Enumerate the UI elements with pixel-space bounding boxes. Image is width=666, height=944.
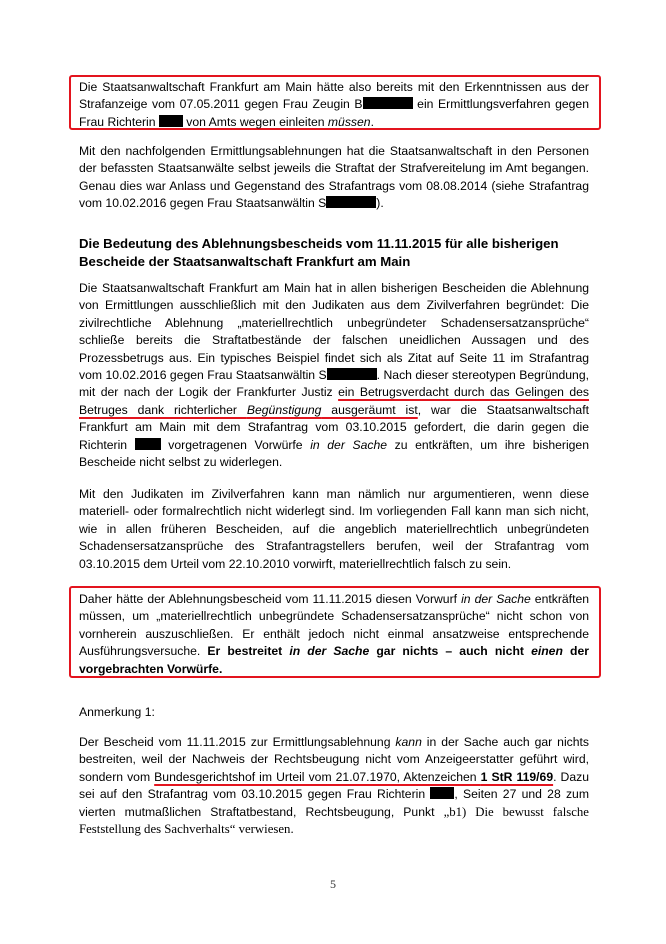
text-span: Die Staatsanwaltschaft Frankfurt am Main hätte also bereits mit den Erkenntnissen aus der Strafanzeige vom 07.05.2011 gegen Frau Zeugin B xyxy=(79,80,589,112)
text-span: Der Bescheid vom 11.11.2015 zur Ermittlungsablehnung xyxy=(79,735,396,749)
paragraph-5 xyxy=(79,591,589,678)
page-number: 5 xyxy=(330,877,336,891)
bold-emphasis: in der Sache xyxy=(289,644,370,659)
redaction-bar xyxy=(135,438,161,450)
text-span: zu entkräften, um ihre bisherigen Bescheide nicht selbst zu widerlegen. xyxy=(79,437,589,470)
text-span: vorgetragenen Vorwürfe xyxy=(160,437,311,452)
text-span: . xyxy=(370,114,374,129)
paragraph-6 xyxy=(79,734,589,838)
text-span: Die Staatsanwaltschaft Frankfurt am Main hat in allen bisherigen Bescheiden die Ablehnung von Ermittlungen ausschließlich mit den Judikaten aus dem Zivilverfahren begründet: Die zivilrechtliche Ablehnung „materiellrechtlich unbegründeter Schadensersatzansprüche“ schließe bereits die Straftatbestände der falschen uneidlichen Aussagen und des Prozessbetrugs aus. Ein typisches Beispiel findet sich als Zitat auf Seite 11 im Strafantrag vom 10.02.2016 gegen Frau Staatsanwältin S xyxy=(79,281,589,383)
underlined-text: ausgeräumt ist xyxy=(321,402,418,417)
serif-quote: „b1) Die bewusst falsche Feststellung des Sachverhalts“ verwiesen. xyxy=(79,804,589,837)
paragraph-3 xyxy=(79,280,589,471)
underlined-text: Bundesgerichtshof im Urteil vom 21.07.1970, Aktenzeichen xyxy=(154,769,481,784)
bold-text: Er bestreitet xyxy=(207,644,290,659)
text-span: . Nach dieser stereotypen Begründung, mit der nach der Logik der Frankfurter Justiz xyxy=(79,368,590,400)
redaction-bar xyxy=(430,787,454,799)
bold-emphasis: einen xyxy=(531,644,563,659)
text-span: . Dazu sei auf den Strafantrag vom 03.10.2015 gegen Frau Richterin xyxy=(79,769,589,802)
text-span: von Amts wegen einleiten xyxy=(182,114,328,129)
section-heading: Die Bedeutung des Ablehnungsbescheids vom 11.11.2015 für alle bisherigen Bescheide der Staatsanwaltschaft Frankfurt am Main xyxy=(79,236,559,269)
paragraph-4 xyxy=(79,486,589,573)
paragraph-1 xyxy=(79,79,589,131)
redaction-bar xyxy=(363,97,413,109)
emphasis: in der Sache xyxy=(461,592,531,606)
note-label: Anmerkung 1: xyxy=(79,705,155,719)
underlined-text: ein Betrugsverdacht durch das Gelingen des Betruges dank richterlicher xyxy=(79,385,590,417)
bold-text: gar nichts – auch nicht xyxy=(369,644,532,659)
emphasis: in der Sache xyxy=(310,437,388,452)
text-span: Mit den nachfolgenden Ermittlungsablehnungen hat die Staatsanwaltschaft in den Personen der befassten Staatsanwälte selbst jeweils die Straftat der Strafvereitelung im Amt begangen. Genau dies war Anlass und Gegenstand des Strafantrags vom 08.08.2014 (siehe Strafantrag vom 10.02.2016 gegen Frau Staatsanwältin S xyxy=(79,144,589,211)
emphasis: müssen xyxy=(327,114,371,129)
redaction-bar xyxy=(159,115,183,127)
text-span: , war die Staatsanwaltschaft Frankfurt am Main mit dem Strafantrag vom 03.10.2015 gefordert, die darin gegen die Richterin xyxy=(79,402,589,452)
emphasis: kann xyxy=(395,735,422,749)
underlined-emphasis: Begünstigung xyxy=(246,402,322,417)
underlined-bold-text: 1 StR 119/69 xyxy=(480,769,554,784)
text-span: ). xyxy=(376,196,384,211)
redaction-bar xyxy=(327,368,377,380)
text-span: entkräften müssen, um „materiellrechtlich unbegründete Schadensersatzansprüche“ nicht schon von vornherein auszuschließen. Er enthält jedoch nicht einmal ansatzweise entsprechende Ausführungsversuche. xyxy=(79,592,590,659)
text-span: Daher hätte der Ablehnungsbescheid vom 11.11.2015 diesen Vorwurf xyxy=(79,592,462,606)
bold-text: der vorgebrachten Vorwürfe. xyxy=(79,644,589,676)
redaction-bar xyxy=(326,196,376,208)
text-span: ein Ermittlungsverfahren gegen Frau Richterin xyxy=(79,97,589,129)
text-span: , Seiten 27 und 28 zum vierten mutmaßlichen Straftatbestand, Rechtsbeugung, Punkt xyxy=(79,787,589,819)
text-span: in der Sache auch gar nichts bestreiten, weil der Nachweis der Rechtsbeugung nicht vom Anzeigeerstatter geführt wird, sondern vom xyxy=(79,735,590,784)
paragraph-2 xyxy=(79,143,589,213)
text-span: Mit den Judikaten im Zivilverfahren kann man nämlich nur argumentieren, wenn diese materiell- oder formalrechtlich nicht widerlegt sind. Im vorliegenden Fall kann man sich nicht, wie in allen früheren Bescheiden, auf die angeblich materiellrechtlich unbegründeten Schadensersatzansprüche des Strafantragstellers berufen, weil der Strafantrag vom 03.10.2015 dem Urteil vom 22.10.2010 vorwirft, materiellrechtlich falsch zu sein. xyxy=(79,487,589,571)
